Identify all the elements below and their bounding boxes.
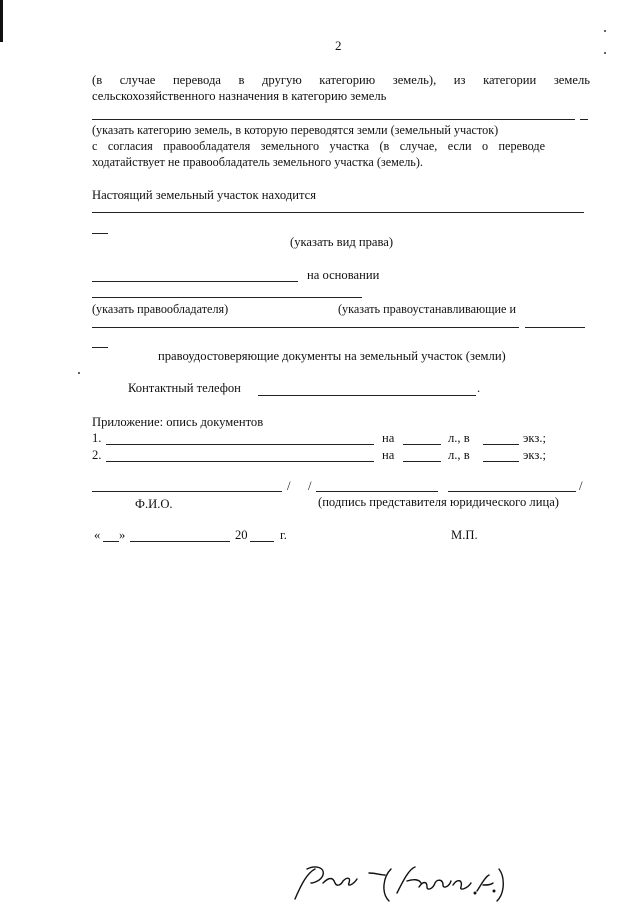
land-category-field bbox=[92, 119, 575, 120]
date-close-quote: » bbox=[119, 528, 126, 542]
date-year-prefix: 20 bbox=[235, 528, 248, 542]
rep-name-field bbox=[448, 491, 576, 492]
slash: / bbox=[308, 479, 312, 493]
rep-signature-label: (подпись представителя юридического лица) bbox=[318, 495, 559, 509]
appendix-doc-field bbox=[106, 444, 374, 445]
appendix-sheets-field bbox=[403, 461, 441, 462]
appendix-copies-label: экз.; bbox=[523, 431, 546, 445]
date-month-field bbox=[130, 541, 230, 542]
date-year-suffix: г. bbox=[280, 528, 287, 542]
holder-hint: (указать правообладателя) bbox=[92, 302, 229, 316]
phone-field bbox=[258, 395, 476, 396]
appendix-on-label: на bbox=[382, 431, 395, 445]
handwritten-signature bbox=[285, 855, 515, 905]
phone-label: Контактный телефон bbox=[128, 381, 241, 395]
title-docs-field-end bbox=[525, 327, 585, 328]
basis-label: на основании bbox=[307, 268, 380, 282]
land-category-field-end bbox=[580, 119, 588, 120]
scan-edge-mark bbox=[0, 0, 3, 42]
signature-field bbox=[316, 491, 438, 492]
title-docs-hint-end: правоудостоверяющие документы на земельный участок (земли) bbox=[158, 349, 506, 363]
appendix-row-number: 1. bbox=[92, 431, 102, 445]
right-type-field bbox=[92, 281, 298, 282]
plot-location-field-cont bbox=[92, 233, 108, 234]
slash: / bbox=[579, 479, 583, 493]
phone-field-period: . bbox=[477, 381, 481, 395]
transfer-clause-line2: сельскохозяйственного назначения в категорию земель bbox=[92, 89, 387, 103]
fio-label: Ф.И.О. bbox=[135, 497, 173, 511]
fio-field bbox=[92, 491, 282, 492]
scan-speck bbox=[78, 372, 80, 374]
transfer-clause-line1: (в случае перевода в другую категорию земель), из категории земель bbox=[92, 73, 590, 87]
right-type-hint: (указать вид права) bbox=[290, 235, 394, 249]
scan-speck bbox=[604, 52, 606, 54]
title-docs-field-cont bbox=[92, 347, 108, 348]
appendix-title: Приложение: опись документов bbox=[92, 415, 264, 429]
consent-clause-line3: ходатайствует не правообладатель земельного участка (земель). bbox=[92, 155, 423, 169]
appendix-copies-field bbox=[483, 444, 519, 445]
appendix-sheets-label: л., в bbox=[448, 431, 470, 445]
appendix-sheets-field bbox=[403, 444, 441, 445]
holder-field bbox=[92, 297, 362, 298]
slash: / bbox=[287, 479, 291, 493]
appendix-copies-field bbox=[483, 461, 519, 462]
consent-clause-line2: с согласия правообладателя земельного участка (в случае, если о переводе bbox=[92, 139, 545, 153]
plot-location-label: Настоящий земельный участок находится bbox=[92, 188, 317, 202]
appendix-on-label: на bbox=[382, 448, 395, 462]
land-category-hint: (указать категорию земель, в которую переводятся земли (земельный участок) bbox=[92, 123, 499, 137]
date-day-field bbox=[103, 541, 119, 542]
title-docs-hint-start: (указать правоустанавливающие и bbox=[338, 302, 516, 316]
appendix-doc-field bbox=[106, 461, 374, 462]
appendix-row-number: 2. bbox=[92, 448, 102, 462]
scan-speck bbox=[604, 30, 606, 32]
appendix-copies-label: экз.; bbox=[523, 448, 546, 462]
plot-location-field bbox=[92, 212, 584, 213]
date-year-field bbox=[250, 541, 274, 542]
stamp-label: М.П. bbox=[451, 528, 478, 542]
page-number: 2 bbox=[335, 38, 342, 53]
title-docs-field bbox=[92, 327, 519, 328]
appendix-sheets-label: л., в bbox=[448, 448, 470, 462]
date-open-quote: « bbox=[94, 528, 101, 542]
